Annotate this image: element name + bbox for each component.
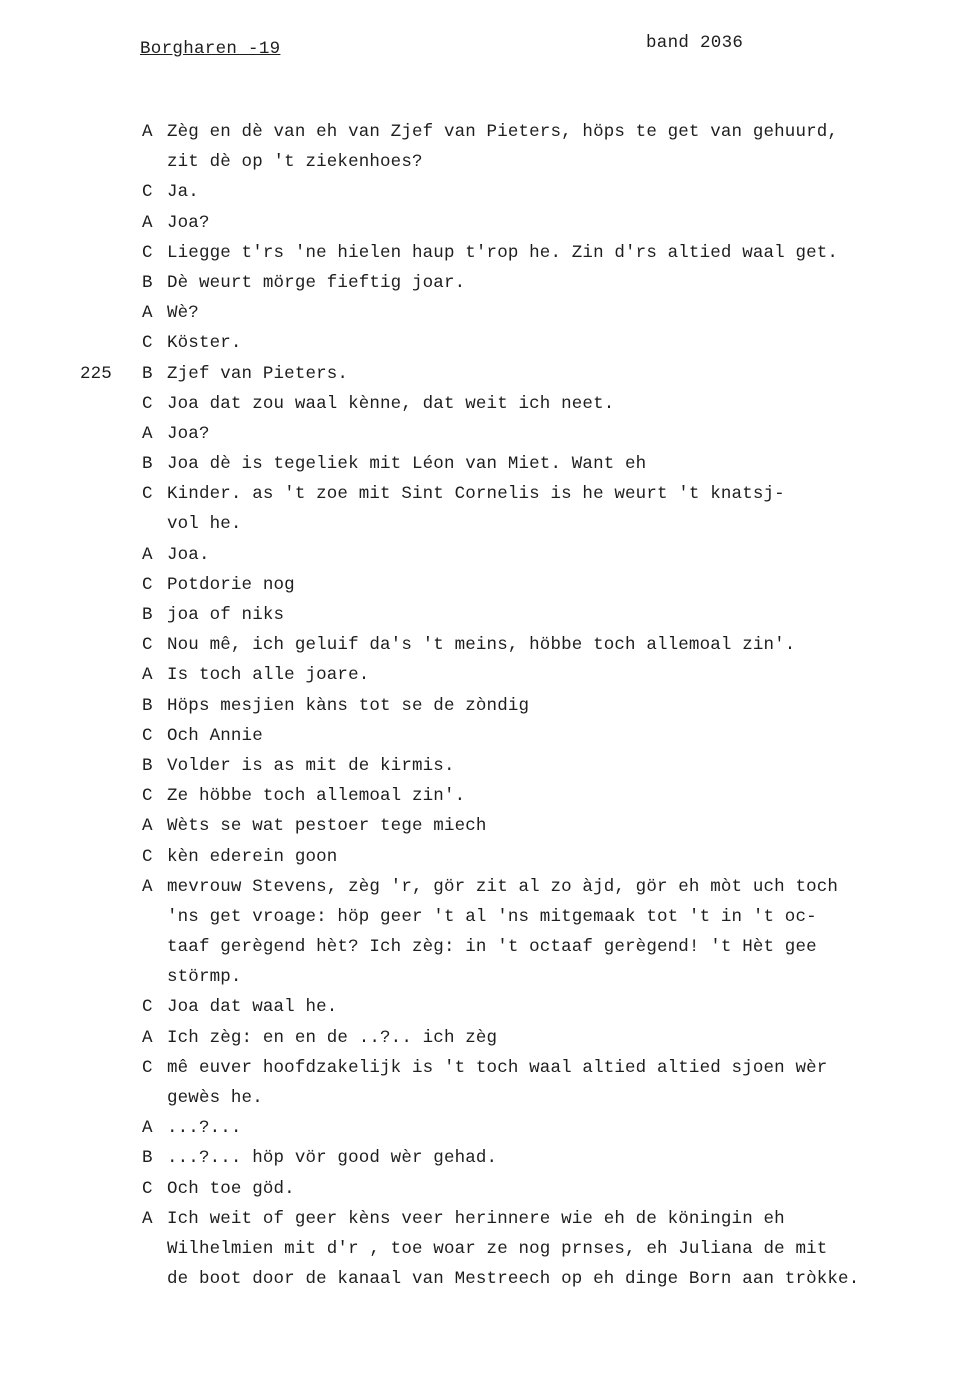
speaker-label: A (142, 122, 153, 142)
utterance-text: Zèg en dè van eh van Zjef van Pieters, höps te get van gehuurd, (167, 122, 839, 142)
utterance-text: ...?... höp vör good wèr gehad. (167, 1148, 498, 1169)
transcript-line (142, 1204, 962, 1234)
speaker-label: C (142, 333, 153, 354)
transcript-line (142, 751, 962, 781)
transcript-line (142, 1264, 962, 1294)
speaker-label: B (142, 272, 153, 293)
speaker-label: C (142, 786, 153, 807)
transcript-line (142, 298, 962, 328)
transcript-line (142, 781, 962, 811)
utterance-text: Och Annie (167, 725, 263, 746)
transcript-line (142, 238, 962, 268)
speaker-label: B (142, 605, 153, 625)
transcript-line (142, 600, 962, 630)
transcript-line (80, 359, 962, 389)
speaker-label: B (142, 1148, 153, 1169)
utterance-text: gewès he. (167, 1088, 263, 1108)
utterance-text: mê euver hoofdzakelijk is 't toch waal altied altied sjoen wèr (167, 1057, 828, 1078)
utterance-text: de boot door de kanaal van Mestreech op eh dinge Born aan tròkke. (167, 1269, 860, 1290)
utterance-text: vol he. (167, 514, 242, 535)
speaker-label: C (142, 393, 153, 414)
document-title: Borgharen -19 (140, 39, 281, 59)
transcript-line (142, 540, 962, 570)
speaker-label: C (142, 1057, 153, 1078)
speaker-label: A (142, 1208, 153, 1229)
transcript-line (142, 811, 962, 841)
utterance-text: Ich weit of geer kèns veer herinnere wie eh de köningin eh (167, 1208, 785, 1229)
transcript-line (142, 328, 962, 358)
margin-line-number: 225 (80, 363, 112, 384)
transcript-line (142, 147, 962, 177)
utterance-text: Ja. (167, 182, 199, 203)
transcript-line (142, 1143, 962, 1173)
utterance-text: Och toe göd. (167, 1178, 295, 1199)
speaker-label: C (142, 846, 153, 867)
speaker-label: C (142, 635, 153, 656)
utterance-text: Kinder. as 't zoe mit Sint Cornelis is he weurt 't knatsj- (167, 484, 785, 505)
utterance-text: Liegge t'rs 'ne hielen haup t'rop he. Zin d'rs altied waal get. (167, 242, 839, 263)
transcript-line (142, 1053, 962, 1083)
speaker-label: C (142, 242, 153, 263)
speaker-label: B (142, 755, 153, 776)
transcript-line (142, 721, 962, 751)
speaker-label: C (142, 1178, 153, 1199)
utterance-text: Wè? (167, 303, 199, 324)
utterance-text: Joa dat zou waal kènne, dat weit ich neet. (167, 393, 615, 414)
transcript-line (142, 1234, 962, 1264)
utterance-text: ...?... (167, 1118, 242, 1139)
transcript-line (142, 902, 962, 932)
transcript-line (142, 842, 962, 872)
transcript-line (142, 1023, 962, 1053)
utterance-text: Joa? (167, 423, 210, 444)
utterance-text: kèn ederein goon (167, 846, 338, 867)
speaker-label: C (142, 997, 153, 1018)
speaker-label: A (142, 1118, 153, 1139)
transcript-line (142, 1174, 962, 1204)
transcript-line (142, 691, 962, 721)
speaker-label: B (142, 695, 153, 716)
speaker-label: A (142, 876, 153, 897)
utterance-text: Is toch alle joare. (167, 665, 370, 686)
utterance-text: joa of niks (167, 605, 285, 625)
transcript-line (142, 117, 962, 147)
transcript-line (142, 660, 962, 690)
transcript-line (142, 389, 962, 419)
utterance-text: taaf gerègend hèt? Ich zèg: in 't octaaf gerègend! 't Hèt gee (167, 937, 817, 958)
utterance-text: Joa dat waal he. (167, 997, 338, 1018)
speaker-label: B (142, 454, 153, 475)
utterance-text: Wilhelmien mit d'r , toe woar ze nog prnses, eh Juliana de mit (167, 1238, 828, 1259)
utterance-text: Zjef van Pieters. (167, 363, 349, 384)
speaker-label: A (142, 423, 153, 444)
utterance-text: störmp. (167, 967, 242, 988)
utterance-text: Ze höbbe toch allemoal zin'. (167, 786, 466, 807)
utterance-text: zit dè op 't ziekenhoes? (167, 152, 423, 173)
transcript (80, 117, 962, 1294)
speaker-label: A (142, 1027, 153, 1048)
utterance-text: Dè weurt mörge fieftig joar. (167, 272, 466, 293)
transcript-line (142, 1083, 962, 1113)
utterance-text: Potdorie nog (167, 574, 295, 595)
utterance-text: Höps mesjien kàns tot se de zòndig (167, 695, 530, 716)
transcript-line (142, 479, 962, 509)
utterance-text: Ich zèg: en en de ..?.. ich zèg (167, 1027, 498, 1048)
transcript-line (142, 509, 962, 539)
utterance-text: Wèts se wat pestoer tege miech (167, 816, 487, 837)
utterance-text: Köster. (167, 333, 242, 354)
utterance-text: Volder is as mit de kirmis. (167, 755, 455, 776)
transcript-line (142, 570, 962, 600)
utterance-text: Joa dè is tegeliek mit Léon van Miet. Want eh (167, 454, 647, 475)
speaker-label: A (142, 212, 153, 233)
transcript-line (142, 962, 962, 992)
transcript-line (142, 268, 962, 298)
transcript-line (142, 449, 962, 479)
speaker-label: C (142, 574, 153, 595)
transcript-line (142, 177, 962, 207)
utterance-text: 'ns get vroage: höp geer 't al 'ns mitgemaak tot 't in 't oc- (167, 906, 817, 927)
transcript-line (142, 872, 962, 902)
transcript-line (142, 1113, 962, 1143)
utterance-text: mevrouw Stevens, zèg 'r, gör zit al zo àjd, gör eh mòt uch toch (167, 876, 839, 897)
utterance-text: Nou mê, ich geluif da's 't meins, höbbe toch allemoal zin'. (167, 635, 796, 656)
speaker-label: A (142, 665, 153, 686)
speaker-label: A (142, 303, 153, 324)
transcript-line (142, 992, 962, 1022)
tape-number: band 2036 (646, 33, 744, 53)
utterance-text: Joa? (167, 212, 210, 233)
speaker-label: B (142, 363, 153, 384)
transcript-line (142, 630, 962, 660)
speaker-label: C (142, 725, 153, 746)
speaker-label: C (142, 182, 153, 203)
transcript-line (142, 208, 962, 238)
speaker-label: A (142, 544, 153, 565)
speaker-label: A (142, 816, 153, 837)
transcript-line (142, 419, 962, 449)
speaker-label: C (142, 484, 153, 505)
utterance-text: Joa. (167, 544, 210, 565)
transcript-line (142, 932, 962, 962)
